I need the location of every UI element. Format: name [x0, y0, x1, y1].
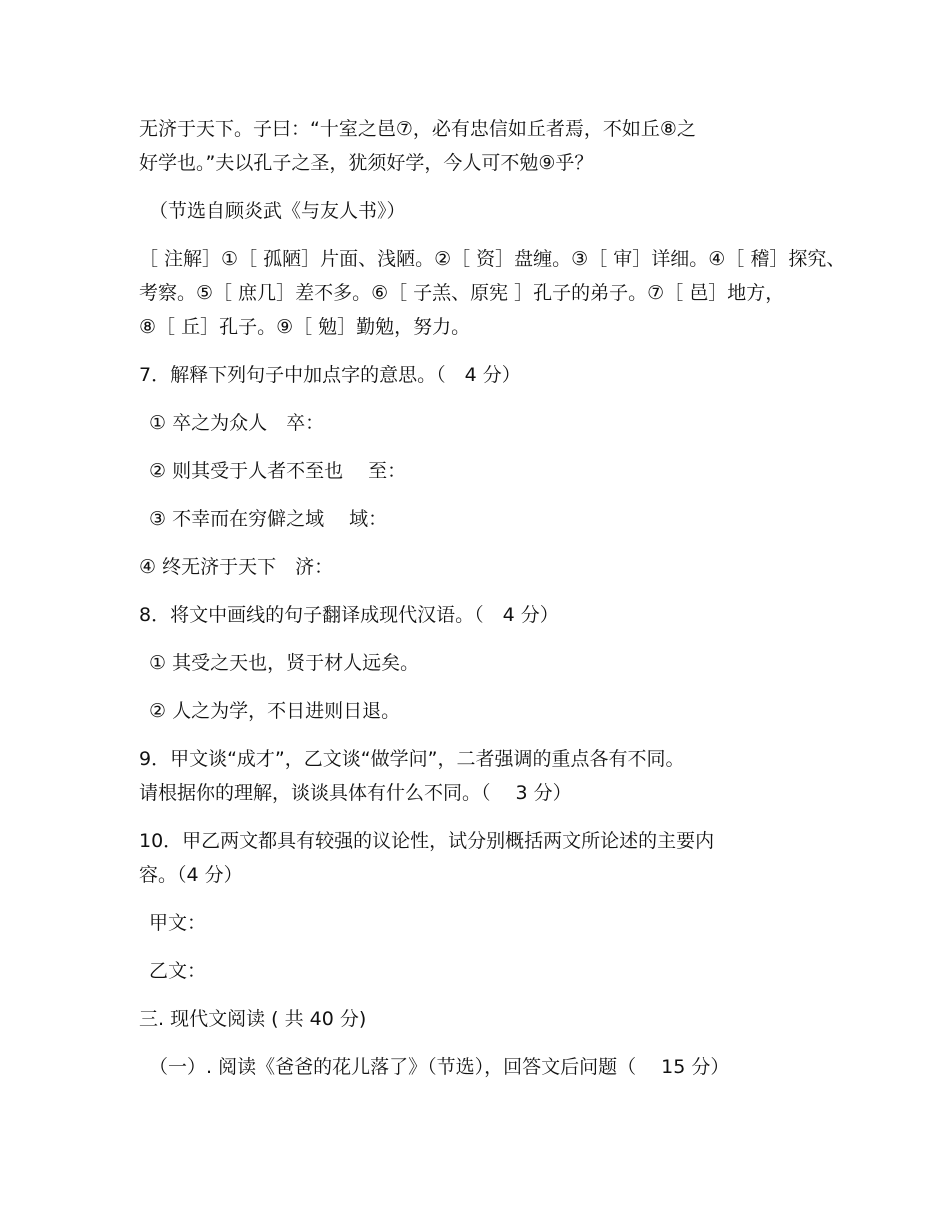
section-3	[139, 1002, 839, 1084]
question-8	[139, 598, 839, 728]
document-page	[139, 112, 846, 1098]
question-title: 8．将文中画线的句子翻译成现代汉语。（ 4 分）	[139, 604, 559, 626]
question-10	[139, 824, 839, 988]
passage-text	[139, 112, 839, 228]
question-item: ① 其受之天也，贤于材人远矣。	[149, 652, 420, 674]
question-item: ③ 不幸而在穷僻之域 域：	[149, 508, 388, 530]
question-item: ④ 终无济于天下 济：	[139, 556, 334, 578]
question-title: 9．甲文谈“成才”，乙文谈“做学问”，二者强调的重点各有不同。	[139, 748, 685, 770]
question-title: 10．甲乙两文都具有较强的议论性，试分别概括两文所论述的主要内	[139, 830, 715, 852]
annotations	[139, 242, 846, 344]
annotation-line: ⑧［ 丘］孔子。⑨［ 勉］勤勉，努力。	[139, 316, 471, 338]
question-title: 请根据你的理解，谈谈具体有什么不同。（ 3 分）	[139, 782, 572, 804]
annotation-line: 考察。⑤［ 庶几］差不多。⑥［ 子羔、原宪 ］孔子的弟子。⑦［ 邑］地方，	[139, 282, 785, 304]
question-item: 甲文：	[149, 912, 207, 934]
passage-line: 无济于天下。子曰：“十室之邑⑦，必有忠信如丘者焉，不如丘⑧之	[139, 118, 696, 140]
passage-source: （节选自顾炎武《与友人书》）	[149, 200, 406, 222]
question-item: ② 则其受于人者不至也 至：	[149, 460, 407, 482]
question-item: ① 卒之为众人 卒：	[149, 412, 325, 434]
question-item: 乙文：	[149, 960, 207, 982]
question-title: 容。（4 分）	[139, 864, 243, 886]
section-title: 三. 现代文阅读 ( 共 40 分)	[139, 1008, 367, 1030]
question-9	[139, 742, 839, 810]
subsection-title: （一）. 阅读《爸爸的花儿落了》（节选），回答文后问题（ 15 分）	[149, 1056, 730, 1078]
passage-line: 好学也。”夫以孔子之圣，犹须好学，今人可不勉⑨乎？	[139, 152, 594, 174]
question-7	[139, 358, 839, 584]
annotation-line: ［ 注解］①［ 孤陋］片面、浅陋。②［ 资］盘缠。③［ 审］详细。④［ 稽］探究、	[139, 248, 846, 270]
question-item: ② 人之为学，不日进则日退。	[149, 700, 401, 722]
question-title: 7．解释下列句子中加点字的意思。（ 4 分）	[139, 364, 521, 386]
